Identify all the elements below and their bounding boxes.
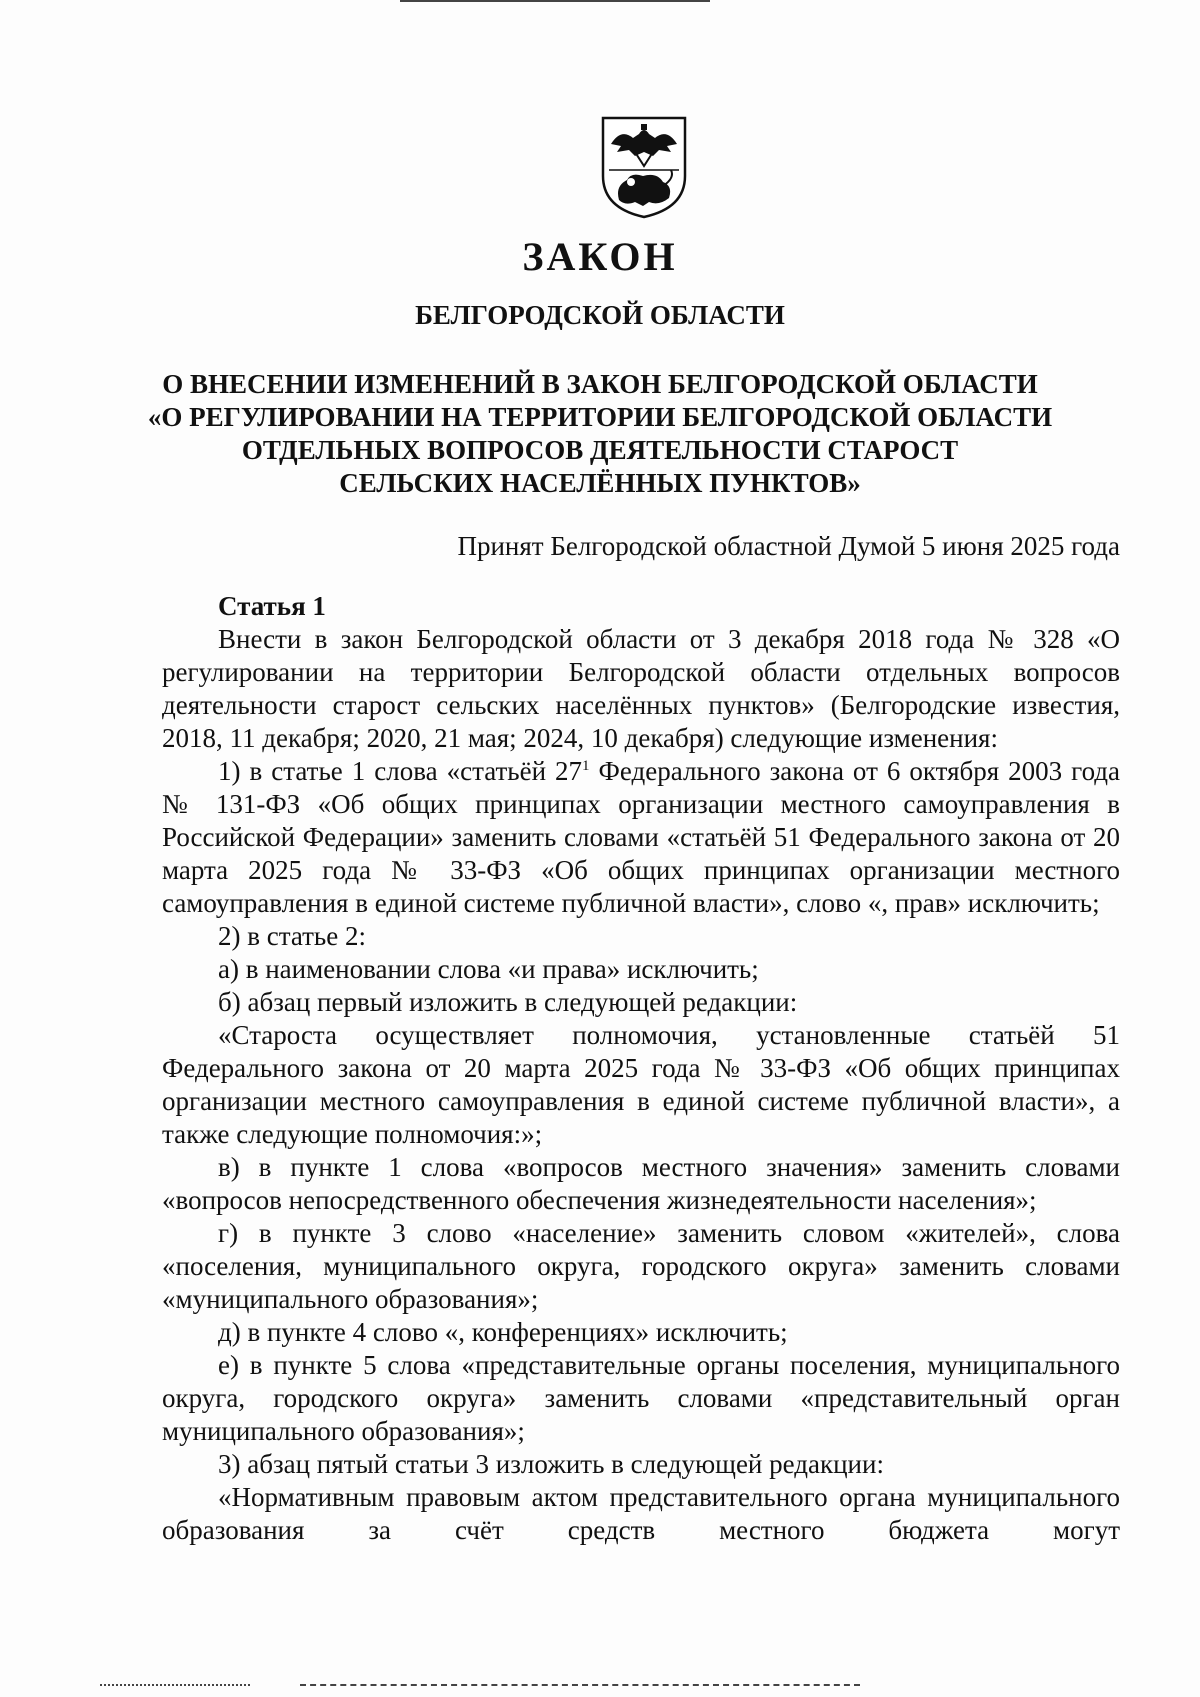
article-heading: Статья 1: [218, 591, 326, 621]
item-1-superscript: 1: [582, 758, 590, 774]
region-title: БЕЛГОРОДСКОЙ ОБЛАСТИ: [415, 300, 785, 330]
item-2b-quote: «Староста осуществляет полномочия, установленные статьёй 51 Федерального закона от 20 марта 2025 года № 33-ФЗ «Об общих принципах организации местного самоуправления в единой системе публичной власти», а также следующие полномочия:»;: [162, 1020, 1120, 1149]
subject-line-4: СЕЛЬСКИХ НАСЕЛЁННЫХ ПУНКТОВ»: [339, 468, 861, 498]
item-2d: д) в пункте 4 слово «, конференциях» исключить;: [218, 1317, 788, 1347]
subject-line-2: «О РЕГУЛИРОВАНИИ НА ТЕРРИТОРИИ БЕЛГОРОДСКОЙ ОБЛАСТИ: [147, 402, 1053, 432]
adoption-note: Принят Белгородской областной Думой 5 июня 2025 года: [457, 531, 1120, 561]
scan-artifact-bottom-left: [100, 1684, 250, 1686]
subject-line-3: ОТДЕЛЬНЫХ ВОПРОСОВ ДЕЯТЕЛЬНОСТИ СТАРОСТ: [241, 435, 959, 465]
item-2a: а) в наименовании слова «и права» исключить;: [218, 954, 759, 984]
item-2b: б) абзац первый изложить в следующей редакции:: [218, 987, 798, 1017]
law-title: ЗАКОН: [522, 234, 678, 279]
item-1-text-end: Федерального закона от 6 октября 2003 года № 131-ФЗ «Об общих принципах организации местного самоуправления в Российской Федерации» заменить словами «статьёй 51 Федерального закона от 20 марта 2025 года № 33-ФЗ «Об общих принципах организации местного самоуправления в единой системе публичной власти», слово «, прав» исключить;: [162, 756, 1121, 918]
item-2: 2) в статье 2:: [218, 921, 366, 951]
item-2e: е) в пункте 5 слова «представительные органы поселения, муниципального округа, городского округа» заменить словами «представительный орган муниципального образования»;: [162, 1350, 1120, 1446]
item-2g: г) в пункте 3 слово «население» заменить словом «жителей», слова «поселения, муниципального округа, городского округа» заменить словами «муниципального образования»;: [162, 1218, 1120, 1314]
article-body: [162, 590, 1120, 1547]
law-subject: [0, 368, 1200, 500]
item-1: [162, 755, 1120, 920]
subject-line-1: О ВНЕСЕНИИ ИЗМЕНЕНИЙ В ЗАКОН БЕЛГОРОДСКОЙ ОБЛАСТИ: [162, 369, 1038, 399]
item-3-quote: «Нормативным правовым актом представительного органа муниципального образования за счёт средств местного бюджета могут: [162, 1482, 1120, 1545]
item-3: 3) абзац пятый статьи 3 изложить в следующей редакции:: [218, 1449, 884, 1479]
item-1-text-start: 1) в статье 1 слова «статьёй 27: [218, 756, 583, 786]
scan-artifact-top: [400, 0, 710, 2]
scan-artifact-bottom: [300, 1684, 860, 1686]
article-intro: Внести в закон Белгородской области от 3 декабря 2018 года № 328 «О регулировании на территории Белгородской области отдельных вопросов деятельности старост сельских населённых пунктов» (Белгородские известия, 2018, 11 декабря; 2020, 21 мая; 2024, 10 декабря) следующие изменения:: [162, 624, 1120, 753]
belgorod-coat-of-arms-emblem: [601, 116, 687, 219]
item-2v: в) в пункте 1 слова «вопросов местного значения» заменить словами «вопросов непосредственного обеспечения жизнедеятельности населения»;: [162, 1152, 1120, 1215]
